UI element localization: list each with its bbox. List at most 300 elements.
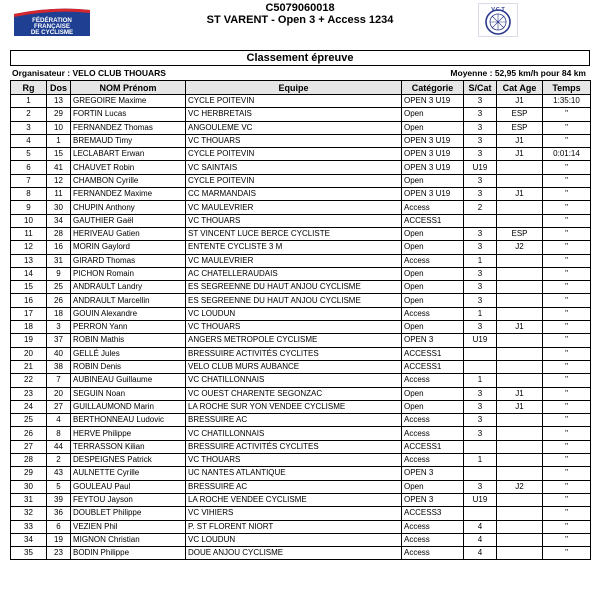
table-row: [11, 267, 591, 280]
cell-time: ": [543, 267, 591, 280]
cell-team: ENTENTE CYCLISTE 3 M: [186, 241, 402, 254]
cell-bib: 30: [47, 201, 71, 214]
cell-name: AULNETTE Cyrille: [71, 467, 186, 480]
cell-bib: 34: [47, 214, 71, 227]
cell-team: VC THOUARS: [186, 214, 402, 227]
cell-time: ": [543, 307, 591, 320]
cell-age-category: [497, 374, 543, 387]
cell-age-category: [497, 454, 543, 467]
cell-subcategory: 2: [464, 201, 497, 214]
table-row: [11, 227, 591, 240]
table-header-row: [11, 81, 591, 95]
cell-time: ": [543, 467, 591, 480]
cell-subcategory: 1: [464, 454, 497, 467]
cell-name: HERVE Philippe: [71, 427, 186, 440]
table-row: [11, 547, 591, 560]
cell-team: VC HERBRETAIS: [186, 108, 402, 121]
cell-rank: 34: [11, 533, 47, 546]
cell-subcategory: [464, 360, 497, 373]
cell-rank: 19: [11, 334, 47, 347]
cell-age-category: [497, 467, 543, 480]
col-header-name: NOM Prénom: [71, 81, 186, 95]
cell-name: GELLÉ Jules: [71, 347, 186, 360]
table-row: [11, 520, 591, 533]
cell-age-category: [497, 307, 543, 320]
cell-age-category: [497, 414, 543, 427]
page-header: [0, 0, 600, 40]
cell-category: Open: [402, 174, 464, 187]
cell-age-category: [497, 174, 543, 187]
cell-age-category: J1: [497, 95, 543, 108]
cell-bib: 38: [47, 360, 71, 373]
cell-rank: 20: [11, 347, 47, 360]
cell-rank: 30: [11, 480, 47, 493]
cell-team: VC OUEST CHARENTE SEGONZAC: [186, 387, 402, 400]
table-row: [11, 254, 591, 267]
col-header-subcategory: S/Cat: [464, 81, 497, 95]
table-row: [11, 294, 591, 307]
cell-rank: 27: [11, 440, 47, 453]
cell-subcategory: U19: [464, 493, 497, 506]
table-row: [11, 241, 591, 254]
cell-rank: 11: [11, 227, 47, 240]
cell-team: ES SEGREENNE DU HAUT ANJOU CYCLISME: [186, 281, 402, 294]
cell-category: OPEN 3 U19: [402, 134, 464, 147]
cell-rank: 26: [11, 427, 47, 440]
cell-bib: 13: [47, 95, 71, 108]
cell-category: Access: [402, 201, 464, 214]
cell-age-category: [497, 360, 543, 373]
table-row: [11, 108, 591, 121]
cell-age-category: J1: [497, 387, 543, 400]
results-body: [11, 95, 591, 560]
cell-team: VC THOUARS: [186, 134, 402, 147]
cell-team: P. ST FLORENT NIORT: [186, 520, 402, 533]
cell-category: Open: [402, 281, 464, 294]
cell-age-category: ESP: [497, 227, 543, 240]
cell-team: DOUE ANJOU CYCLISME: [186, 547, 402, 560]
cell-name: SEGUIN Noan: [71, 387, 186, 400]
cell-name: VEZIEN Phil: [71, 520, 186, 533]
cell-category: Access: [402, 414, 464, 427]
cell-name: HERIVEAU Gatien: [71, 227, 186, 240]
cell-rank: 32: [11, 507, 47, 520]
cell-team: VELO CLUB MURS AUBANCE: [186, 360, 402, 373]
cell-age-category: J1: [497, 148, 543, 161]
ffc-logo-line-3: DE CYCLISME: [30, 29, 74, 36]
cell-name: GOUIN Alexandre: [71, 307, 186, 320]
cell-time: ": [543, 161, 591, 174]
cell-category: Access: [402, 454, 464, 467]
cell-category: Access: [402, 520, 464, 533]
table-row: [11, 467, 591, 480]
cell-category: ACCESS1: [402, 440, 464, 453]
cell-age-category: [497, 427, 543, 440]
cell-rank: 14: [11, 267, 47, 280]
cell-category: Access: [402, 307, 464, 320]
cell-team: UC NANTES ATLANTIQUE: [186, 467, 402, 480]
cell-age-category: J1: [497, 321, 543, 334]
cell-name: ANDRAULT Marcellin: [71, 294, 186, 307]
cell-team: ANGOULEME VC: [186, 121, 402, 134]
cell-bib: 7: [47, 374, 71, 387]
cell-age-category: J1: [497, 188, 543, 201]
cell-category: Access: [402, 533, 464, 546]
table-row: [11, 387, 591, 400]
table-row: [11, 507, 591, 520]
cell-bib: 36: [47, 507, 71, 520]
cell-team: VC MAULEVRIER: [186, 201, 402, 214]
cell-subcategory: 3: [464, 281, 497, 294]
cell-subcategory: U19: [464, 161, 497, 174]
cell-rank: 24: [11, 400, 47, 413]
cell-subcategory: 1: [464, 254, 497, 267]
cell-rank: 7: [11, 174, 47, 187]
cell-name: GREGOIRE Maxime: [71, 95, 186, 108]
cell-time: ": [543, 174, 591, 187]
ffc-logo-line-1: FÉDÉRATION: [32, 17, 72, 24]
cell-time: ": [543, 214, 591, 227]
cell-time: ": [543, 533, 591, 546]
cell-subcategory: 3: [464, 267, 497, 280]
cell-age-category: [497, 294, 543, 307]
cell-time: ": [543, 440, 591, 453]
cell-bib: 4: [47, 414, 71, 427]
cell-subcategory: 3: [464, 227, 497, 240]
cell-name: FORTIN Lucas: [71, 108, 186, 121]
cell-age-category: [497, 520, 543, 533]
table-row: [11, 321, 591, 334]
cell-time: ": [543, 134, 591, 147]
cell-bib: 5: [47, 480, 71, 493]
cell-subcategory: 3: [464, 321, 497, 334]
cell-subcategory: 3: [464, 188, 497, 201]
cell-subcategory: 4: [464, 547, 497, 560]
cell-team: CYCLE POITEVIN: [186, 95, 402, 108]
cell-category: Open: [402, 121, 464, 134]
results-table: [10, 80, 591, 560]
cell-time: ": [543, 227, 591, 240]
cell-age-category: [497, 254, 543, 267]
cell-age-category: [497, 281, 543, 294]
cell-team: AC CHATELLERAUDAIS: [186, 267, 402, 280]
cell-team: VC SAINTAIS: [186, 161, 402, 174]
table-row: [11, 414, 591, 427]
cell-time: 1:35:10: [543, 95, 591, 108]
cell-time: ": [543, 480, 591, 493]
cell-subcategory: 3: [464, 387, 497, 400]
average-speed: Moyenne : 52,95 km/h pour 84 km: [450, 68, 586, 78]
cell-name: CHUPIN Anthony: [71, 201, 186, 214]
table-row: [11, 307, 591, 320]
cell-time: ": [543, 387, 591, 400]
cell-time: ": [543, 108, 591, 121]
table-row: [11, 360, 591, 373]
cell-bib: 25: [47, 281, 71, 294]
cell-rank: 28: [11, 454, 47, 467]
cell-name: DOUBLET Philippe: [71, 507, 186, 520]
cell-category: OPEN 3: [402, 467, 464, 480]
cell-rank: 10: [11, 214, 47, 227]
cell-bib: 41: [47, 161, 71, 174]
cell-category: Open: [402, 267, 464, 280]
cell-time: ": [543, 427, 591, 440]
cell-age-category: [497, 507, 543, 520]
cell-bib: 6: [47, 520, 71, 533]
table-row: [11, 95, 591, 108]
cell-category: Open: [402, 108, 464, 121]
col-header-time: Temps: [543, 81, 591, 95]
cell-category: Open: [402, 400, 464, 413]
cell-bib: 9: [47, 267, 71, 280]
cell-subcategory: [464, 467, 497, 480]
cell-age-category: [497, 493, 543, 506]
cell-bib: 15: [47, 148, 71, 161]
cell-age-category: ESP: [497, 108, 543, 121]
col-header-age-category: Cat Age: [497, 81, 543, 95]
cell-age-category: J1: [497, 400, 543, 413]
cell-age-category: [497, 161, 543, 174]
cell-category: ACCESS3: [402, 507, 464, 520]
cell-team: ANGERS METROPOLE CYCLISME: [186, 334, 402, 347]
cell-name: PERRON Yann: [71, 321, 186, 334]
table-row: [11, 188, 591, 201]
cell-name: DESPEIGNES Patrick: [71, 454, 186, 467]
cell-category: Access: [402, 427, 464, 440]
table-row: [11, 148, 591, 161]
cell-subcategory: 1: [464, 307, 497, 320]
cell-bib: 44: [47, 440, 71, 453]
cell-time: ": [543, 520, 591, 533]
cell-time: ": [543, 188, 591, 201]
col-header-bib: Dos: [47, 81, 71, 95]
cell-age-category: [497, 267, 543, 280]
cell-age-category: J1: [497, 134, 543, 147]
cell-name: GIRARD Thomas: [71, 254, 186, 267]
cell-time: ": [543, 360, 591, 373]
cell-time: ": [543, 374, 591, 387]
cell-time: ": [543, 121, 591, 134]
cell-bib: 10: [47, 121, 71, 134]
cell-bib: 12: [47, 174, 71, 187]
cell-age-category: [497, 334, 543, 347]
cell-time: 0:01:14: [543, 148, 591, 161]
cell-team: LA ROCHE SUR YON VENDEE CYCLISME: [186, 400, 402, 413]
cell-team: BRESSUIRE AC: [186, 414, 402, 427]
cell-category: Open: [402, 227, 464, 240]
table-row: [11, 493, 591, 506]
cell-name: GUILLAUMOND Marin: [71, 400, 186, 413]
cell-team: VC VIHIERS: [186, 507, 402, 520]
table-row: [11, 121, 591, 134]
table-row: [11, 281, 591, 294]
cell-category: OPEN 3 U19: [402, 188, 464, 201]
cell-time: ": [543, 414, 591, 427]
table-row: [11, 214, 591, 227]
cell-category: Access: [402, 374, 464, 387]
race-title: ST VARENT - Open 3 + Access 1234: [206, 14, 394, 26]
cell-team: VC CHATILLONNAIS: [186, 374, 402, 387]
table-row: [11, 134, 591, 147]
col-header-rank: Rg: [11, 81, 47, 95]
cell-category: ACCESS1: [402, 360, 464, 373]
cell-team: VC CHATILLONNAIS: [186, 427, 402, 440]
cell-bib: 8: [47, 427, 71, 440]
cell-subcategory: 3: [464, 174, 497, 187]
cell-rank: 13: [11, 254, 47, 267]
cell-category: OPEN 3 U19: [402, 95, 464, 108]
cell-name: FERNANDEZ Thomas: [71, 121, 186, 134]
cell-bib: 2: [47, 454, 71, 467]
cell-rank: 33: [11, 520, 47, 533]
vct-logo-text: V.C.T: [491, 7, 505, 13]
cell-team: VC LOUDUN: [186, 533, 402, 546]
cell-name: FERNANDEZ Maxime: [71, 188, 186, 201]
table-row: [11, 533, 591, 546]
cell-time: ": [543, 334, 591, 347]
cell-subcategory: 3: [464, 414, 497, 427]
cell-category: Open: [402, 321, 464, 334]
cell-bib: 28: [47, 227, 71, 240]
cell-subcategory: 3: [464, 95, 497, 108]
cell-subcategory: 1: [464, 374, 497, 387]
cell-subcategory: [464, 440, 497, 453]
cell-age-category: [497, 440, 543, 453]
cell-bib: 29: [47, 108, 71, 121]
cell-category: Open: [402, 387, 464, 400]
table-row: [11, 480, 591, 493]
table-row: [11, 427, 591, 440]
cell-subcategory: 4: [464, 533, 497, 546]
cell-rank: 6: [11, 161, 47, 174]
cell-time: ": [543, 294, 591, 307]
cell-category: OPEN 3 U19: [402, 148, 464, 161]
cell-subcategory: [464, 214, 497, 227]
cell-team: ES SEGREENNE DU HAUT ANJOU CYCLISME: [186, 294, 402, 307]
cell-bib: 40: [47, 347, 71, 360]
cell-name: ROBIN Denis: [71, 360, 186, 373]
cell-subcategory: 3: [464, 241, 497, 254]
cell-age-category: [497, 201, 543, 214]
cell-age-category: J2: [497, 241, 543, 254]
cell-bib: 23: [47, 547, 71, 560]
ffc-logo-line-2: FRANÇAISE: [33, 23, 71, 30]
cell-subcategory: 3: [464, 108, 497, 121]
section-title: Classement épreuve: [10, 50, 590, 66]
cell-time: ": [543, 254, 591, 267]
cell-subcategory: 3: [464, 148, 497, 161]
cell-name: MORIN Gaylord: [71, 241, 186, 254]
cell-bib: 1: [47, 134, 71, 147]
cell-team: CYCLE POITEVIN: [186, 174, 402, 187]
cell-name: PICHON Romain: [71, 267, 186, 280]
col-header-team: Equipe: [186, 81, 402, 95]
cell-time: ": [543, 281, 591, 294]
cell-time: ": [543, 241, 591, 254]
cell-subcategory: [464, 507, 497, 520]
cell-rank: 9: [11, 201, 47, 214]
cell-rank: 8: [11, 188, 47, 201]
cell-name: CHAMBON Cyrille: [71, 174, 186, 187]
cell-rank: 17: [11, 307, 47, 320]
cell-team: VC THOUARS: [186, 454, 402, 467]
cell-rank: 12: [11, 241, 47, 254]
cell-bib: 3: [47, 321, 71, 334]
cell-subcategory: 3: [464, 480, 497, 493]
cell-rank: 16: [11, 294, 47, 307]
cell-bib: 16: [47, 241, 71, 254]
table-row: [11, 174, 591, 187]
cell-time: ": [543, 321, 591, 334]
cell-subcategory: 4: [464, 520, 497, 533]
cell-bib: 43: [47, 467, 71, 480]
cell-bib: 39: [47, 493, 71, 506]
table-row: [11, 334, 591, 347]
cell-rank: 5: [11, 148, 47, 161]
col-header-category: Catégorie: [402, 81, 464, 95]
table-row: [11, 201, 591, 214]
cell-subcategory: 3: [464, 121, 497, 134]
cell-rank: 22: [11, 374, 47, 387]
cell-category: ACCESS1: [402, 214, 464, 227]
cell-name: FEYTOU Jayson: [71, 493, 186, 506]
cell-subcategory: 3: [464, 294, 497, 307]
cell-age-category: J2: [497, 480, 543, 493]
cell-name: ANDRAULT Landry: [71, 281, 186, 294]
cell-rank: 31: [11, 493, 47, 506]
cell-time: ": [543, 454, 591, 467]
cell-team: BRESSUIRE AC: [186, 480, 402, 493]
cell-team: ST VINCENT LUCE BERCE CYCLISTE: [186, 227, 402, 240]
cell-bib: 18: [47, 307, 71, 320]
cell-time: ": [543, 400, 591, 413]
race-info: [10, 67, 590, 79]
cell-name: LECLABART Erwan: [71, 148, 186, 161]
cell-team: VC THOUARS: [186, 321, 402, 334]
table-row: [11, 374, 591, 387]
cell-rank: 35: [11, 547, 47, 560]
cell-category: Open: [402, 241, 464, 254]
cell-category: ACCESS1: [402, 347, 464, 360]
cell-name: ROBIN Mathis: [71, 334, 186, 347]
cell-name: BODIN Philippe: [71, 547, 186, 560]
cell-subcategory: 3: [464, 427, 497, 440]
cell-age-category: [497, 347, 543, 360]
cell-bib: 20: [47, 387, 71, 400]
cell-subcategory: 3: [464, 134, 497, 147]
cell-bib: 31: [47, 254, 71, 267]
cell-category: Access: [402, 254, 464, 267]
cell-name: TERRASSON Kilian: [71, 440, 186, 453]
cell-name: CHAUVET Robin: [71, 161, 186, 174]
cell-name: BERTHONNEAU Ludovic: [71, 414, 186, 427]
cell-age-category: [497, 214, 543, 227]
cell-rank: 18: [11, 321, 47, 334]
cell-rank: 25: [11, 414, 47, 427]
cell-rank: 23: [11, 387, 47, 400]
cell-bib: 26: [47, 294, 71, 307]
cell-team: CYCLE POITEVIN: [186, 148, 402, 161]
cell-category: OPEN 3 U19: [402, 161, 464, 174]
cell-team: CC MARMANDAIS: [186, 188, 402, 201]
cell-name: MIGNON Christian: [71, 533, 186, 546]
cell-rank: 29: [11, 467, 47, 480]
cell-subcategory: [464, 347, 497, 360]
cell-rank: 1: [11, 95, 47, 108]
cell-category: OPEN 3: [402, 334, 464, 347]
cell-bib: 11: [47, 188, 71, 201]
cell-team: LA ROCHE VENDEE CYCLISME: [186, 493, 402, 506]
